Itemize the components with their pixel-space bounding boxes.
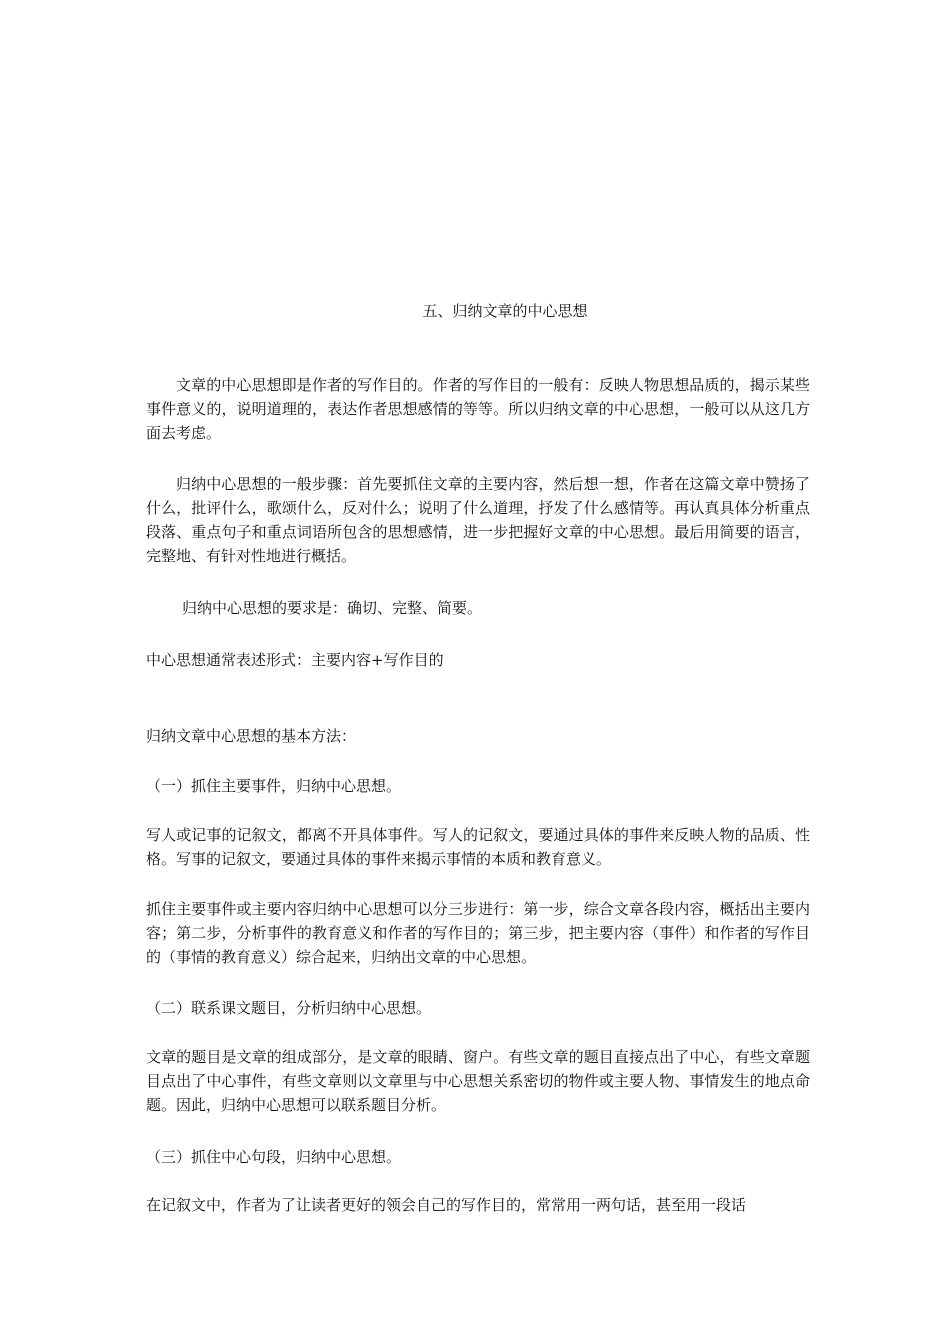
section-heading-2: （二）联系课文题目，分析归纳中心思想。	[146, 999, 432, 1017]
paragraph-methods-intro: 归纳文章中心思想的基本方法：	[146, 727, 357, 745]
paragraph-events: 写人或记事的记叙文，都离不开具体事件。写人的记叙文，要通过具体的事件来反映人物的品质、性格。写事的记叙文，要通过具体的事件来揭示事情的本质和教育意义。	[146, 826, 810, 868]
paragraph-three-steps: 抓住主要事件或主要内容归纳中心思想可以分三步进行：第一步，综合文章各段内容，概括出主要内容；第二步，分析事件的教育意义和作者的写作目的；第三步，把主要内容（事件）和作者的写作目的（事情的教育意义）综合起来，归纳出文章的中心思想。	[146, 900, 810, 966]
section-heading-1: （一）抓住主要事件，归纳中心思想。	[146, 777, 402, 795]
document-title: 五、归纳文章的中心思想	[422, 302, 588, 320]
paragraph-title-analysis: 文章的题目是文章的组成部分，是文章的眼睛、窗户。有些文章的题目直接点出了中心，有些文章题目点出了中心事件，有些文章则以文章里与中心思想关系密切的物件或主要人物、事情发生的地点命题。因此，归纳中心思想可以联系题目分析。	[146, 1048, 810, 1114]
paragraph-central-sentence: 在记叙文中，作者为了让读者更好的领会自己的写作目的，常常用一两句话，甚至用一段话	[146, 1196, 747, 1214]
section-heading-3: （三）抓住中心句段，归纳中心思想。	[146, 1148, 402, 1166]
paragraph-definition: 文章的中心思想即是作者的写作目的。作者的写作目的一般有：反映人物思想品质的，揭示某些事件意义的，说明道理的，表达作者思想感情的等等。所以归纳文章的中心思想，一般可以从这几方面去考虑。	[146, 376, 810, 442]
paragraph-steps: 归纳中心思想的一般步骤：首先要抓住文章的主要内容，然后想一想，作者在这篇文章中赞扬了什么，批评什么，歌颂什么，反对什么；说明了什么道理，抒发了什么感情等。再认真具体分析重点段落、重点句子和重点词语所包含的思想感情，进一步把握好文章的中心思想。最后用简要的语言，完整地、有针对性地进行概括。	[146, 475, 810, 565]
paragraph-requirements: 归纳中心思想的要求是：确切、完整、简要。	[182, 599, 483, 617]
paragraph-expression-form: 中心思想通常表述形式：主要内容+写作目的	[146, 651, 444, 669]
